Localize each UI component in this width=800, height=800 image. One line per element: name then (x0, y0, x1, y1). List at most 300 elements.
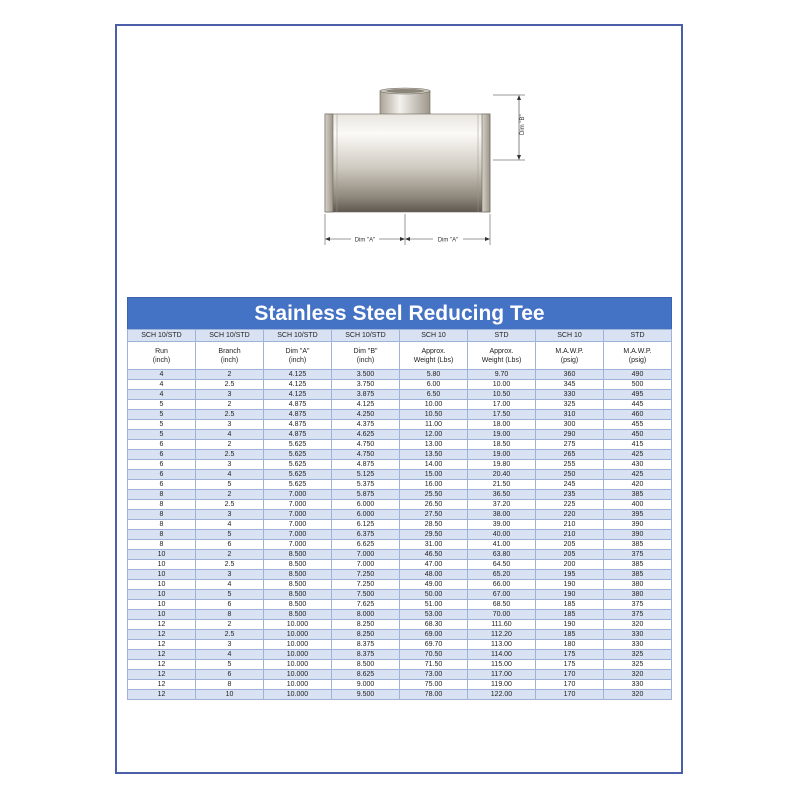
header-label-line: (psig) (628, 356, 647, 364)
table-row (128, 430, 672, 440)
table-cell: 400 (604, 500, 672, 510)
table-cell: 6 (128, 480, 196, 490)
header-label-line: Weight (Lbs) (413, 356, 454, 364)
table-cell: 111.60 (468, 620, 536, 630)
table-cell: 235 (536, 490, 604, 500)
table-cell: 375 (604, 600, 672, 610)
table-cell: 12.00 (400, 430, 468, 440)
reducing-tee-drawing (315, 85, 535, 250)
table-row (128, 630, 672, 640)
table-cell: 3 (196, 460, 264, 470)
header-label-line: Branch (218, 347, 241, 355)
table-cell: 2 (196, 550, 264, 560)
table-row (128, 370, 672, 380)
table-cell: 330 (536, 390, 604, 400)
table-cell: 70.50 (400, 650, 468, 660)
table-cell: 5 (196, 480, 264, 490)
header-label-line: (inch) (356, 356, 375, 364)
table-cell: 29.50 (400, 530, 468, 540)
table-row (128, 620, 672, 630)
table-cell: 290 (536, 430, 604, 440)
table-cell: 220 (536, 510, 604, 520)
table-cell: 5 (128, 420, 196, 430)
table-cell: 11.00 (400, 420, 468, 430)
table-cell: 330 (604, 680, 672, 690)
table-cell: 7.000 (332, 560, 400, 570)
table-cell: 12 (128, 690, 196, 700)
table-cell: 8.500 (264, 600, 332, 610)
table-cell: 3.500 (332, 370, 400, 380)
table-row (128, 680, 672, 690)
table-row (128, 400, 672, 410)
table-cell: 8.500 (264, 590, 332, 600)
table-cell: 2.5 (196, 630, 264, 640)
table-cell: 7.000 (264, 490, 332, 500)
table-cell: 195 (536, 570, 604, 580)
table-cell: 275 (536, 440, 604, 450)
table-row (128, 470, 672, 480)
table-cell: 185 (536, 600, 604, 610)
table-cell: 10.00 (400, 400, 468, 410)
table-cell: 7.500 (332, 590, 400, 600)
table-cell: 13.00 (400, 440, 468, 450)
table-cell: 5.625 (264, 450, 332, 460)
table-cell: 5 (128, 410, 196, 420)
table-cell: 112.20 (468, 630, 536, 640)
table-cell: 4.750 (332, 440, 400, 450)
table-cell: 2 (196, 400, 264, 410)
table-cell: 4.250 (332, 410, 400, 420)
table-cell: 68.30 (400, 620, 468, 630)
table-cell: 5 (196, 590, 264, 600)
table-cell: 7.000 (264, 540, 332, 550)
table-cell: 4.875 (264, 420, 332, 430)
table-cell: 6 (128, 470, 196, 480)
table-cell: 8.500 (264, 570, 332, 580)
table-cell: 9.500 (332, 690, 400, 700)
table-cell: 210 (536, 530, 604, 540)
header-label-line: (psig) (560, 356, 579, 364)
table-cell: 2 (196, 490, 264, 500)
table-cell: 50.00 (400, 590, 468, 600)
table-cell: 205 (536, 540, 604, 550)
table-cell: 3.750 (332, 380, 400, 390)
header-schedule-cell: SCH 10/STD (264, 330, 332, 342)
table-cell: 6.50 (400, 390, 468, 400)
table-cell: 390 (604, 520, 672, 530)
table-cell: 7.000 (264, 500, 332, 510)
table-cell: 245 (536, 480, 604, 490)
table-cell: 8 (128, 500, 196, 510)
table-cell: 8.625 (332, 670, 400, 680)
table-cell: 450 (604, 430, 672, 440)
table-cell: 10 (128, 560, 196, 570)
header-label-line: (inch) (152, 356, 171, 364)
table-cell: 63.80 (468, 550, 536, 560)
header-label-cell (332, 342, 400, 370)
table-cell: 250 (536, 470, 604, 480)
table-cell: 8.000 (332, 610, 400, 620)
table-cell: 3 (196, 640, 264, 650)
table-cell: 68.50 (468, 600, 536, 610)
table-cell: 18.50 (468, 440, 536, 450)
table-cell: 330 (604, 630, 672, 640)
table-cell: 2.5 (196, 410, 264, 420)
table-cell: 430 (604, 460, 672, 470)
table-cell: 5.625 (264, 440, 332, 450)
table-cell: 10 (196, 690, 264, 700)
table-cell: 115.00 (468, 660, 536, 670)
table-cell: 225 (536, 500, 604, 510)
table-cell: 345 (536, 380, 604, 390)
table-cell: 6.125 (332, 520, 400, 530)
table-cell: 380 (604, 580, 672, 590)
table-cell: 49.00 (400, 580, 468, 590)
table-cell: 325 (604, 650, 672, 660)
table-cell: 4.375 (332, 420, 400, 430)
table-cell: 13.50 (400, 450, 468, 460)
table-row (128, 490, 672, 500)
table-cell: 8 (128, 490, 196, 500)
table-cell: 385 (604, 560, 672, 570)
table-cell: 40.00 (468, 530, 536, 540)
table-cell: 170 (536, 690, 604, 700)
table-cell: 10.000 (264, 630, 332, 640)
table-cell: 4.125 (264, 390, 332, 400)
table-cell: 6.375 (332, 530, 400, 540)
table-cell: 460 (604, 410, 672, 420)
table-cell: 65.20 (468, 570, 536, 580)
table-cell: 48.00 (400, 570, 468, 580)
table-cell: 385 (604, 540, 672, 550)
table-cell: 420 (604, 480, 672, 490)
table-cell: 16.00 (400, 480, 468, 490)
table-row (128, 670, 672, 680)
table-cell: 5 (196, 530, 264, 540)
table-cell: 6.625 (332, 540, 400, 550)
table-cell: 2 (196, 620, 264, 630)
table-cell: 200 (536, 560, 604, 570)
table-cell: 360 (536, 370, 604, 380)
table-cell: 19.00 (468, 430, 536, 440)
table-cell: 8.500 (264, 550, 332, 560)
table-cell: 12 (128, 640, 196, 650)
header-schedule-cell: SCH 10/STD (196, 330, 264, 342)
header-label-line: Approx. (421, 347, 446, 355)
table-cell: 10.50 (468, 390, 536, 400)
header-label-cell (536, 342, 604, 370)
table-cell: 175 (536, 660, 604, 670)
table-cell: 4.125 (264, 370, 332, 380)
table-cell: 18.00 (468, 420, 536, 430)
table-cell: 380 (604, 590, 672, 600)
table-cell: 8.500 (264, 580, 332, 590)
table-row (128, 540, 672, 550)
table-cell: 10.000 (264, 650, 332, 660)
header-label-line: Run (155, 347, 168, 355)
table-cell: 53.00 (400, 610, 468, 620)
header-label-line: M.A.W.P. (623, 347, 652, 355)
table-cell: 46.50 (400, 550, 468, 560)
table-cell: 19.80 (468, 460, 536, 470)
table-cell: 6.000 (332, 500, 400, 510)
table-row (128, 410, 672, 420)
table-cell: 12 (128, 650, 196, 660)
table-cell: 8.250 (332, 620, 400, 630)
table-cell: 4 (128, 390, 196, 400)
table-cell: 17.00 (468, 400, 536, 410)
table-cell: 12 (128, 630, 196, 640)
table-cell: 2.5 (196, 450, 264, 460)
table-cell: 7.000 (264, 510, 332, 520)
table-cell: 4.875 (264, 430, 332, 440)
table-cell: 117.00 (468, 670, 536, 680)
table-cell: 6 (128, 440, 196, 450)
table-cell: 5.625 (264, 480, 332, 490)
table-cell: 255 (536, 460, 604, 470)
header-label-line: Weight (Lbs) (481, 356, 522, 364)
table-cell: 66.00 (468, 580, 536, 590)
table-row (128, 530, 672, 540)
table-cell: 19.00 (468, 450, 536, 460)
table-row (128, 560, 672, 570)
table-cell: 12 (128, 670, 196, 680)
table-cell: 320 (604, 690, 672, 700)
table-cell: 67.00 (468, 590, 536, 600)
table-cell: 113.00 (468, 640, 536, 650)
header-row-schedule (128, 330, 672, 342)
table-row (128, 570, 672, 580)
table-cell: 41.00 (468, 540, 536, 550)
table-cell: 445 (604, 400, 672, 410)
table-cell: 28.50 (400, 520, 468, 530)
table-cell: 73.00 (400, 670, 468, 680)
table-cell: 8 (196, 610, 264, 620)
table-cell: 310 (536, 410, 604, 420)
table-cell: 3 (196, 420, 264, 430)
table-cell: 2.5 (196, 380, 264, 390)
table-cell: 205 (536, 550, 604, 560)
table-cell: 2 (196, 440, 264, 450)
header-schedule-cell: SCH 10 (536, 330, 604, 342)
dim-a-annotation (325, 214, 490, 245)
header-label-line: Dim "A" (285, 347, 310, 355)
table-cell: 75.00 (400, 680, 468, 690)
table-cell: 15.00 (400, 470, 468, 480)
table-cell: 170 (536, 680, 604, 690)
table-cell: 10.000 (264, 680, 332, 690)
table-cell: 7.625 (332, 600, 400, 610)
table-cell: 70.00 (468, 610, 536, 620)
table-cell: 185 (536, 610, 604, 620)
table-cell: 8 (128, 530, 196, 540)
table-cell: 7.000 (264, 530, 332, 540)
table-cell: 5.625 (264, 470, 332, 480)
table-row (128, 390, 672, 400)
table-cell: 122.00 (468, 690, 536, 700)
table-cell: 190 (536, 620, 604, 630)
table-cell: 8 (196, 680, 264, 690)
table-cell: 4.875 (264, 400, 332, 410)
table-cell: 6 (196, 670, 264, 680)
table-cell: 3 (196, 390, 264, 400)
table-cell: 375 (604, 550, 672, 560)
table-cell: 2 (196, 370, 264, 380)
header-schedule-cell: SCH 10/STD (128, 330, 196, 342)
table-cell: 10 (128, 600, 196, 610)
table-row (128, 580, 672, 590)
table-cell: 6 (196, 600, 264, 610)
table-cell: 38.00 (468, 510, 536, 520)
header-label-cell (468, 342, 536, 370)
table-row (128, 610, 672, 620)
header-label-line: M.A.W.P. (555, 347, 584, 355)
table-cell: 37.20 (468, 500, 536, 510)
table-cell: 455 (604, 420, 672, 430)
table-cell: 4 (196, 470, 264, 480)
table-cell: 5.125 (332, 470, 400, 480)
table-cell: 3 (196, 510, 264, 520)
table-cell: 7.250 (332, 570, 400, 580)
table-cell: 119.00 (468, 680, 536, 690)
header-label-line: Dim "B" (353, 347, 378, 355)
table-cell: 6 (128, 460, 196, 470)
table-cell: 3.875 (332, 390, 400, 400)
table-cell: 190 (536, 580, 604, 590)
table-row (128, 660, 672, 670)
table-cell: 69.70 (400, 640, 468, 650)
table-row (128, 380, 672, 390)
table-cell: 395 (604, 510, 672, 520)
table-cell: 10 (128, 570, 196, 580)
table-cell: 10.000 (264, 690, 332, 700)
table-cell: 10 (128, 590, 196, 600)
table-cell: 8.500 (264, 610, 332, 620)
table-cell: 320 (604, 670, 672, 680)
dim-a-left-label: Dim "A" (354, 237, 376, 244)
table-cell: 12 (128, 660, 196, 670)
table-cell: 8.375 (332, 650, 400, 660)
table-cell: 9.70 (468, 370, 536, 380)
table-cell: 5.875 (332, 490, 400, 500)
table-cell: 51.00 (400, 600, 468, 610)
table-cell: 25.50 (400, 490, 468, 500)
table-cell: 78.00 (400, 690, 468, 700)
header-label-cell (264, 342, 332, 370)
table-row (128, 480, 672, 490)
table-cell: 10.000 (264, 670, 332, 680)
table-cell: 14.00 (400, 460, 468, 470)
table-row (128, 440, 672, 450)
header-label-cell (604, 342, 672, 370)
table-cell: 71.50 (400, 660, 468, 670)
table-cell: 490 (604, 370, 672, 380)
table-cell: 385 (604, 490, 672, 500)
table-cell: 27.50 (400, 510, 468, 520)
table-cell: 9.000 (332, 680, 400, 690)
table-cell: 10.000 (264, 620, 332, 630)
table-cell: 6 (128, 450, 196, 460)
dim-b-annotation (493, 95, 526, 160)
table-cell: 6.000 (332, 510, 400, 520)
table-cell: 190 (536, 590, 604, 600)
table-cell: 265 (536, 450, 604, 460)
header-label-line: Approx. (489, 347, 514, 355)
table-row (128, 550, 672, 560)
table-cell: 210 (536, 520, 604, 530)
table-cell: 425 (604, 470, 672, 480)
table-cell: 2.5 (196, 500, 264, 510)
table-cell: 4.875 (264, 410, 332, 420)
table-cell: 2.5 (196, 560, 264, 570)
branch-outlet (380, 88, 430, 115)
table-cell: 10 (128, 580, 196, 590)
table-row (128, 650, 672, 660)
table-cell: 500 (604, 380, 672, 390)
table-title: Stainless Steel Reducing Tee (127, 297, 672, 329)
table-cell: 320 (604, 620, 672, 630)
table-cell: 4.125 (332, 400, 400, 410)
run-pipe (325, 114, 490, 212)
table-cell: 375 (604, 610, 672, 620)
header-row-labels (128, 342, 672, 370)
header-label-line: (inch) (288, 356, 307, 364)
table-cell: 21.50 (468, 480, 536, 490)
table-row (128, 500, 672, 510)
table-cell: 69.00 (400, 630, 468, 640)
table-cell: 8 (128, 510, 196, 520)
table-cell: 10 (128, 610, 196, 620)
table-cell: 10.50 (400, 410, 468, 420)
table-cell: 31.00 (400, 540, 468, 550)
dim-b-label: Dim "B" (520, 114, 526, 135)
table-cell: 8.375 (332, 640, 400, 650)
header-label-cell (196, 342, 264, 370)
table-cell: 10.000 (264, 660, 332, 670)
table-cell: 390 (604, 530, 672, 540)
table-cell: 8 (128, 520, 196, 530)
table-cell: 5.375 (332, 480, 400, 490)
header-schedule-cell: SCH 10 (400, 330, 468, 342)
table-cell: 415 (604, 440, 672, 450)
table-cell: 8.250 (332, 630, 400, 640)
table-cell: 20.40 (468, 470, 536, 480)
header-schedule-cell: SCH 10/STD (332, 330, 400, 342)
table-cell: 170 (536, 670, 604, 680)
table-cell: 4 (196, 430, 264, 440)
table-cell: 4 (196, 520, 264, 530)
table-cell: 8.500 (264, 560, 332, 570)
table-cell: 17.50 (468, 410, 536, 420)
table-cell: 4.750 (332, 450, 400, 460)
table-cell: 8 (128, 540, 196, 550)
table-row (128, 450, 672, 460)
dim-a-right-label: Dim "A" (437, 237, 459, 244)
table-cell: 7.000 (264, 520, 332, 530)
table-body (128, 370, 672, 700)
table-cell: 385 (604, 570, 672, 580)
table-row (128, 420, 672, 430)
table-cell: 425 (604, 450, 672, 460)
table-cell: 185 (536, 630, 604, 640)
table-cell: 4.625 (332, 430, 400, 440)
table-cell: 3 (196, 570, 264, 580)
table-cell: 495 (604, 390, 672, 400)
table-cell: 36.50 (468, 490, 536, 500)
table-cell: 325 (604, 660, 672, 670)
table-cell: 4 (128, 370, 196, 380)
table-cell: 26.50 (400, 500, 468, 510)
